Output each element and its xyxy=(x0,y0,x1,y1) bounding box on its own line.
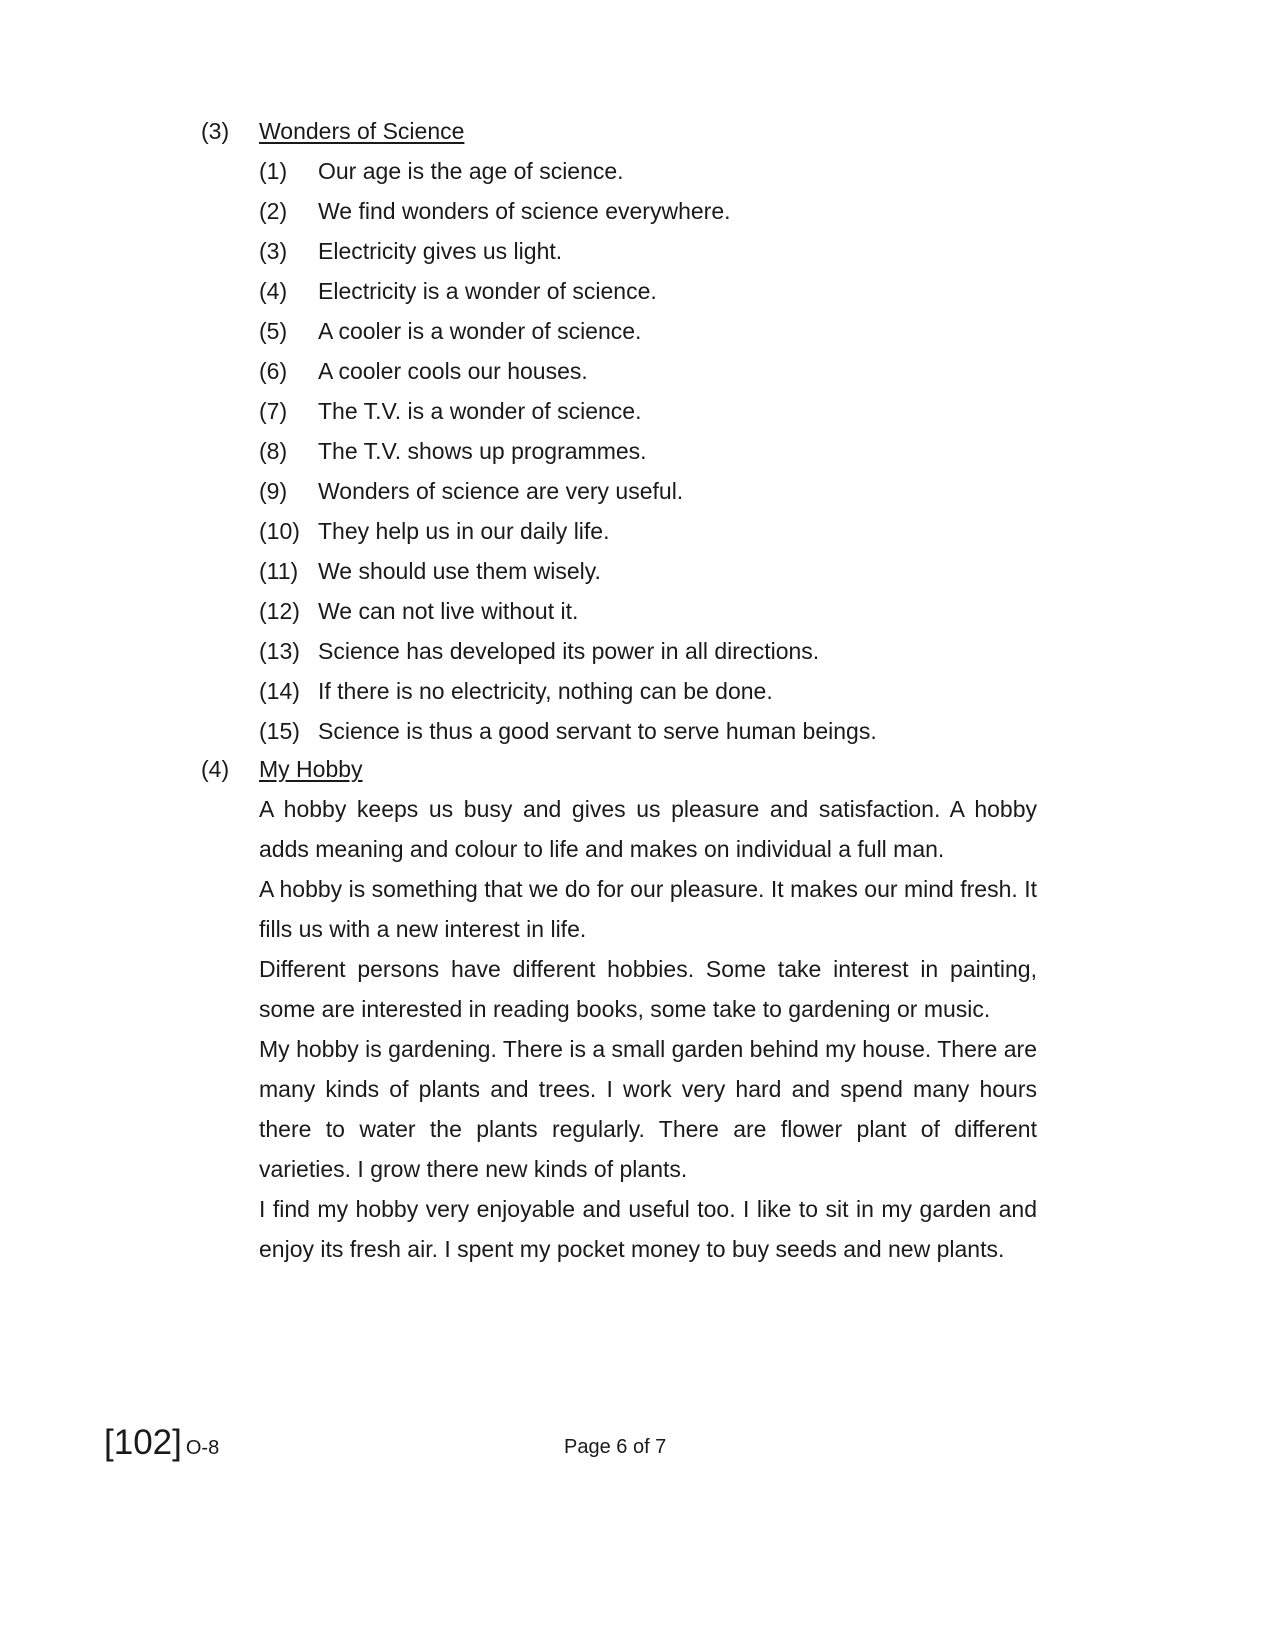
item-number: (15) xyxy=(259,718,300,744)
item-text: The T.V. shows up programmes. xyxy=(318,438,647,464)
item-text: We find wonders of science everywhere. xyxy=(318,198,731,224)
list-item xyxy=(259,311,1039,351)
item-number: (10) xyxy=(259,518,300,544)
item-text: Science is thus a good servant to serve human beings. xyxy=(318,718,877,744)
list-item xyxy=(259,671,1039,711)
list-item xyxy=(259,191,1039,231)
essay-body xyxy=(259,789,1037,1269)
paper-code-number: [102] xyxy=(104,1423,182,1462)
list-item xyxy=(259,471,1039,511)
paragraph: A hobby is something that we do for our pleasure. It makes our mind fresh. It fills us with a new interest in life. xyxy=(259,876,1037,942)
item-text: Electricity is a wonder of science. xyxy=(318,278,657,304)
item-number: (6) xyxy=(259,358,288,384)
section-number: (4) xyxy=(201,756,230,782)
list-item xyxy=(259,231,1039,271)
list-item xyxy=(259,711,1039,751)
item-number: (11) xyxy=(259,558,299,584)
paragraph: A hobby keeps us busy and gives us pleasure and satisfaction. A hobby adds meaning and colour to life and makes on individual a full man. xyxy=(259,796,1037,862)
list-item xyxy=(259,271,1039,311)
section-title: My Hobby xyxy=(259,756,363,782)
paragraph: Different persons have different hobbies. Some take interest in painting, some are interested in reading books, some take to gardening or music. xyxy=(259,956,1037,1022)
item-number: (2) xyxy=(259,198,288,224)
paper-code-suffix: O-8 xyxy=(185,1437,220,1459)
page-number: Page 6 of 7 xyxy=(564,1436,667,1458)
item-number: (3) xyxy=(259,238,288,264)
list-item xyxy=(259,591,1039,631)
item-number: (14) xyxy=(259,678,300,704)
item-text: The T.V. is a wonder of science. xyxy=(318,398,642,424)
paragraph: My hobby is gardening. There is a small garden behind my house. There are many kinds of plants and trees. I work very hard and spend many hours there to water the plants regularly. There are flower plant of different varieties. I grow there new kinds of plants. xyxy=(259,1036,1037,1182)
item-text: They help us in our daily life. xyxy=(318,518,610,544)
item-number: (5) xyxy=(259,318,288,344)
item-text: We can not live without it. xyxy=(318,598,579,624)
item-text: Our age is the age of science. xyxy=(318,158,624,184)
paragraph: I find my hobby very enjoyable and useful too. I like to sit in my garden and enjoy its fresh air. I spent my pocket money to buy seeds and new plants. xyxy=(259,1196,1037,1262)
item-number: (9) xyxy=(259,478,288,504)
list-item xyxy=(259,511,1039,551)
item-text: Wonders of science are very useful. xyxy=(318,478,684,504)
item-number: (7) xyxy=(259,398,288,424)
item-text: A cooler cools our houses. xyxy=(318,358,588,384)
item-text: Science has developed its power in all directions. xyxy=(318,638,820,664)
section-number: (3) xyxy=(201,118,230,144)
paper-code xyxy=(104,1421,219,1472)
list-item xyxy=(259,431,1039,471)
item-number: (13) xyxy=(259,638,300,664)
list-item xyxy=(259,391,1039,431)
section-title: Wonders of Science xyxy=(259,118,465,144)
list-item xyxy=(259,631,1039,671)
points-list xyxy=(259,151,1039,751)
list-item xyxy=(259,551,1039,591)
list-item xyxy=(259,151,1039,191)
list-item xyxy=(259,351,1039,391)
item-number: (1) xyxy=(259,158,288,184)
item-number: (12) xyxy=(259,598,300,624)
item-text: If there is no electricity, nothing can be done. xyxy=(318,678,773,704)
item-text: Electricity gives us light. xyxy=(318,238,563,264)
item-text: We should use them wisely. xyxy=(318,558,601,584)
item-number: (4) xyxy=(259,278,288,304)
item-text: A cooler is a wonder of science. xyxy=(318,318,642,344)
item-number: (8) xyxy=(259,438,288,464)
